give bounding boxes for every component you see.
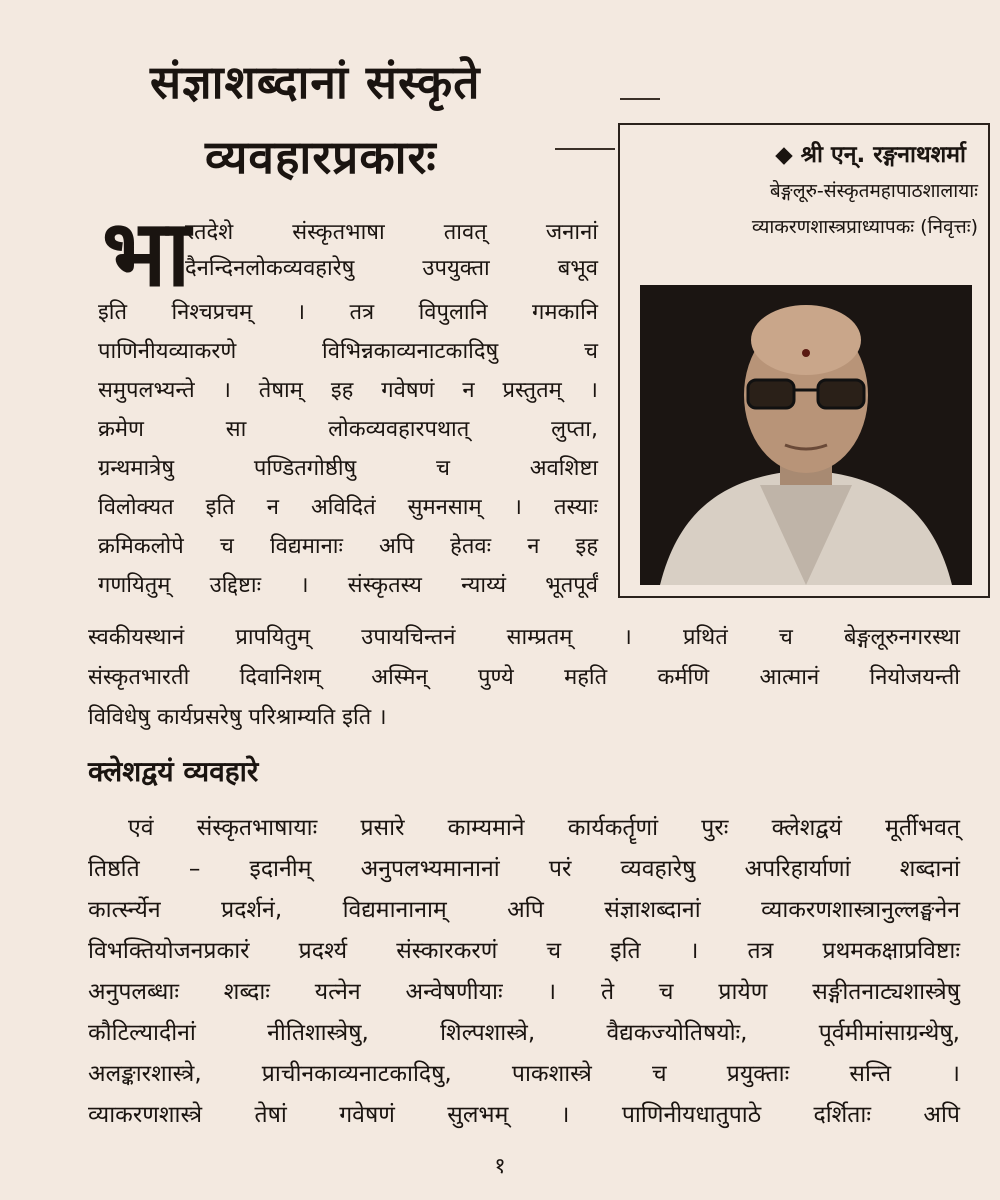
body-line: अलङ्कारशास्त्रे, प्राचीनकाव्यनाटकादिषु, पाकशास्त्रे च प्रयुक्ताः सन्ति । <box>88 1061 960 1087</box>
intro-line: क्रमिकलोपे च विद्यमानाः अपि हेतवः न इह <box>98 534 598 559</box>
page-number: १ <box>494 1154 506 1179</box>
intro-line: विलोक्यत इति न अविदितं सुमनसाम् । तस्याः <box>98 495 598 520</box>
body-line: कौटिल्यादीनां नीतिशास्त्रेषु, शिल्पशास्त्रे, वैद्यकज्योतिषयोः, पूर्वमीमांसाग्रन्थेषु, <box>88 1020 960 1046</box>
body-line: अनुपलब्धाः शब्दाः यत्नेन अन्वेषणीयाः । ते च प्रायेण सङ्गीतनाट्यशास्त्रेषु <box>88 979 960 1005</box>
dropcap: भा <box>102 200 191 307</box>
intro-line: इति निश्चप्रचम् । तत्र विपुलानि गमकानि <box>98 300 598 325</box>
author-name: ◆ श्री एन्. रङ्गनाथशर्मा <box>775 142 966 168</box>
intro-line: दैनन्दिनलोकव्यवहारेषु उपयुक्ता बभूव <box>185 256 598 281</box>
body-line: कार्त्स्न्येन प्रदर्शनं, विद्यमानानाम् अपि संज्ञाशब्दानां व्याकरणशास्त्रानुल्लङ्घनेन <box>88 897 960 923</box>
intro-line: विविधेषु कार्यप्रसरेषु परिश्राम्यति इति । <box>88 705 387 730</box>
article-title-line2: व्यवहारप्रकारः <box>205 130 437 184</box>
title-rule <box>555 148 615 150</box>
author-photo <box>640 285 972 585</box>
title-rule <box>620 98 660 100</box>
intro-line: क्रमेण सा लोकव्यवहारपथात् लुप्ता, <box>98 417 598 442</box>
body-line: विभक्तियोजनप्रकारं प्रदर्श्य संस्कारकरणं च इति । तत्र प्रथमकक्षाप्रविष्टाः <box>88 938 960 964</box>
intro-line: गणयितुम् उद्दिष्टाः । संस्कृतस्य न्याय्यं भूतपूर्वं <box>98 573 598 598</box>
article-title-line1: संज्ञाशब्दानां संस्कृते <box>150 55 481 109</box>
body-line: तिष्ठति – इदानीम् अनुपलभ्यमानानां परं व्यवहारेषु अपरिहार्याणां शब्दानां <box>88 856 960 882</box>
body-line: एवं संस्कृतभाषायाः प्रसारे काम्यमाने कार्यकर्तॄणां पुरः क्लेशद्वयं मूर्तीभवत् <box>128 815 960 841</box>
intro-line: पाणिनीयव्याकरणे विभिन्नकाव्यनाटकादिषु च <box>98 339 598 364</box>
section-heading: क्लेशद्वयं व्यवहारे <box>88 755 259 788</box>
author-designation: व्याकरणशास्त्रप्राध्यापकः (निवृत्तः) <box>751 216 978 238</box>
body-line: व्याकरणशास्त्रे तेषां गवेषणं सुलभम् । पाणिनीयधातुपाठे दर्शिताः अपि <box>88 1102 960 1128</box>
intro-line: रतदेशे संस्कृतभाषा तावत् जनानां <box>185 220 598 245</box>
intro-line: समुपलभ्यन्ते । तेषाम् इह गवेषणं न प्रस्तुतम् । <box>98 378 598 403</box>
intro-line: संस्कृतभारती दिवानिशम् अस्मिन् पुण्ये महति कर्मणि आत्मानं नियोजयन्ती <box>88 665 960 690</box>
author-affiliation: बेङ्गलूरु-संस्कृतमहापाठशालायाः <box>769 180 978 202</box>
intro-line: ग्रन्थमात्रेषु पण्डितगोष्ठीषु च अवशिष्टा <box>98 456 598 481</box>
author-box <box>618 123 990 598</box>
intro-line: स्वकीयस्थानं प्रापयितुम् उपायचिन्तनं साम्प्रतम् । प्रथितं च बेङ्गलूरुनगरस्था <box>88 625 960 650</box>
